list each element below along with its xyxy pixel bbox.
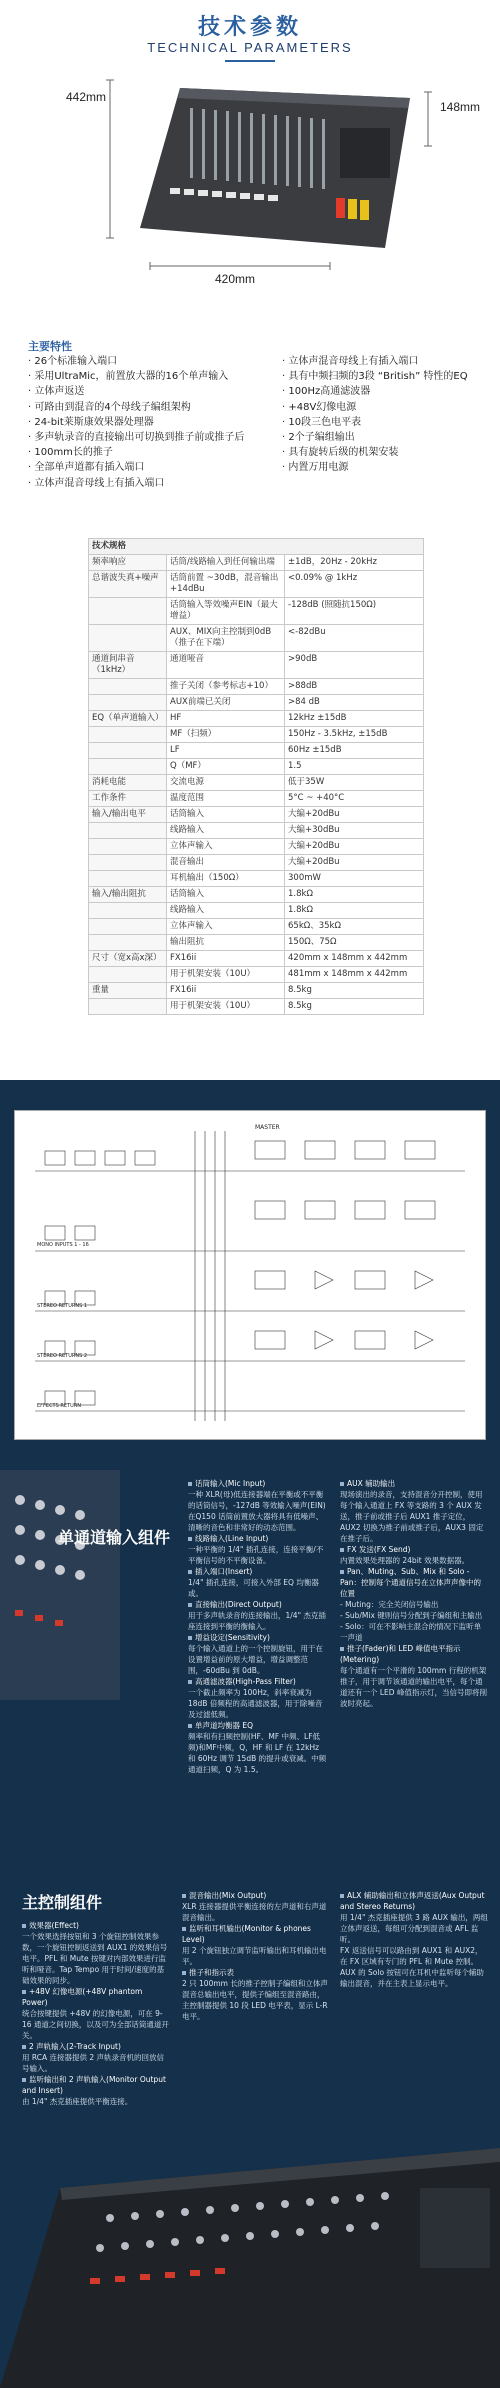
spec-parameter: 耳机输出（150Ω） <box>167 871 285 887</box>
schematic-label-master: MASTER <box>255 1124 280 1131</box>
spec-table-header-row <box>89 539 424 555</box>
spec-value: 8.5kg <box>285 999 424 1015</box>
channel-item: AUX 辅助输出 <box>347 1479 396 1488</box>
channel-item: 增益设定(Sensitivity) <box>195 1633 270 1642</box>
spec-row <box>89 625 424 652</box>
spec-category: 输入/输出阻抗 <box>89 887 167 903</box>
spec-row <box>89 919 424 935</box>
spec-row <box>89 983 424 999</box>
spec-value: 1.8kΩ <box>285 887 424 903</box>
channel-col1 <box>188 1478 328 1775</box>
spec-parameter: 交流电源 <box>167 775 285 791</box>
spec-row <box>89 679 424 695</box>
spec-category <box>89 999 167 1015</box>
spec-table-header: 技术规格 <box>89 539 424 555</box>
spec-row <box>89 695 424 711</box>
spec-category <box>89 598 167 625</box>
channel-desc: 现场演出的录音，支持混音分开控制，使用每个输入通道上 FX 等支路的 3 个 AUX 发送，推子前或推子后 AUX1 推子定位，AUX2 切换为推子前或推子后，AUX3 固定在推子后。 <box>340 1490 484 1543</box>
channel-desc: - Solo：可在不影响主混合的情况下监听单一声道 <box>340 1622 482 1642</box>
feature-item: · 10段三色电平表 <box>282 416 362 428</box>
features-right-list <box>282 354 468 476</box>
feature-item: · 2个子编组输出 <box>282 432 355 444</box>
spec-parameter: FX16ii <box>167 951 285 967</box>
depth-label: 442mm <box>66 90 107 104</box>
master-desc: 由 1/4" 杰克插座提供平衡连接。 <box>22 2097 133 2106</box>
spec-value: ±1dB，20Hz - 20kHz <box>285 555 424 571</box>
spec-row <box>89 598 424 625</box>
master-item: 混音输出(Mix Output) <box>189 1891 267 1900</box>
master-item: 效果器(Effect) <box>29 1921 79 1930</box>
master-desc: 用 RCA 连接器提供 2 声轨录音机的回放信号输入。 <box>22 2053 165 2073</box>
channel-desc: 一种 XLR(母)低连接器端在平衡或不平衡的话筒信号，-127dB 等效输入噪声(EIN)在Q150 话筒前置放大器将具有低噪声、清晰的音色和非常好的动态范围。 <box>188 1490 326 1532</box>
spec-parameter: 话筒前置 ~30dB，混音输出 +14dBu <box>167 571 285 598</box>
spec-category: 重量 <box>89 983 167 999</box>
channel-item: 线路输入(Line Input) <box>195 1534 269 1543</box>
spec-category <box>89 855 167 871</box>
channel-item: 话筒输入(Mic Input) <box>195 1479 266 1488</box>
channel-item: 高通滤波器(High-Pass Filter) <box>195 1677 296 1686</box>
master-desc: 2 只 100mm 长的推子控制子编组和立体声混音总输出电平，提供子编组至混音路由，主控制器提供 10 段 LED 电平表，显示 L-R 电平。 <box>182 1979 328 2021</box>
spec-parameter: 话筒输入等效噪声EIN（最大增益） <box>167 598 285 625</box>
spec-parameter: 立体声输入 <box>167 919 285 935</box>
spec-parameter: LF <box>167 743 285 759</box>
master-item: 推子和指示表 <box>189 1968 234 1977</box>
spec-value: <-82dBu <box>285 625 424 652</box>
block-diagram <box>14 1110 486 1440</box>
mixer-bottom-image <box>0 2148 500 2388</box>
spec-parameter: 线路输入 <box>167 823 285 839</box>
master-desc: 统合按键提供 +48V 的幻像电源，可在 9-16 通道之间切换，以及可为全部话筒通道开关。 <box>22 2009 169 2040</box>
feature-item: · 100mm长的推子 <box>28 447 113 459</box>
master-col2 <box>182 1890 330 2022</box>
spec-parameter: 通道哑音 <box>167 652 285 679</box>
spec-parameter: AUX前端已关闭 <box>167 695 285 711</box>
spec-row <box>89 887 424 903</box>
master-desc: 一个效果选择按钮和 3 个旋钮控制效果参数，一个旋钮控制返送到 AUX1 的效果信号电平。PFL 和 Mute 按键对内部效果进行监听和哑音。Tap Tempo 用于时间/速度的基础效果的同步。 <box>22 1932 168 1985</box>
spec-value: 60Hz ±15dB <box>285 743 424 759</box>
spec-category <box>89 743 167 759</box>
spec-value: 8.5kg <box>285 983 424 999</box>
master-section-title: 主控制组件 <box>22 1893 103 1912</box>
spec-category <box>89 625 167 652</box>
spec-value: >90dB <box>285 652 424 679</box>
channel-desc: 一种平衡的 1/4" 插孔连接，连接平衡/不平衡信号的不平衡设备。 <box>188 1545 324 1565</box>
spec-parameter: 话筒输入 <box>167 887 285 903</box>
spec-value: 大编+20dBu <box>285 839 424 855</box>
spec-row <box>89 775 424 791</box>
channel-item: 推子(Fader)和 LED 峰值电平指示 (Metering) <box>340 1644 461 1664</box>
spec-category <box>89 823 167 839</box>
channel-desc: 内置效果处理器的 24bit 效果数据器。 <box>340 1556 470 1565</box>
width-label: 420mm <box>215 272 256 286</box>
feature-item: · 100Hz高通滤波器 <box>282 386 371 398</box>
spec-parameter: 推子关闭（参考标志+10） <box>167 679 285 695</box>
spec-value: 大编+30dBu <box>285 823 424 839</box>
spec-category <box>89 695 167 711</box>
feature-item: · 多声轨录音的直接输出可切换到推子前或推子后 <box>28 432 245 444</box>
spec-value: 大编+20dBu <box>285 807 424 823</box>
spec-parameter: 立体声输入 <box>167 839 285 855</box>
spec-row <box>89 759 424 775</box>
spec-parameter: 用于机架安装（10U） <box>167 999 285 1015</box>
page-subtitle: TECHNICAL PARAMETERS <box>147 40 353 55</box>
spec-category: 尺寸（宽x高x深） <box>89 951 167 967</box>
spec-category <box>89 967 167 983</box>
master-item: 监听和耳机输出(Monitor & phones Level) <box>182 1924 311 1944</box>
spec-row <box>89 967 424 983</box>
feature-item: · 立体声返送 <box>28 386 85 398</box>
master-item: 监听输出和 2 声轨输入(Monitor Output and Insert) <box>22 2075 166 2095</box>
spec-category: 总谐波失真+噪声 <box>89 571 167 598</box>
spec-value: 65kΩ、35kΩ <box>285 919 424 935</box>
spec-value: 低于35W <box>285 775 424 791</box>
spec-parameter: 话筒/线路输入到任何输出端 <box>167 555 285 571</box>
spec-value: 481mm x 148mm x 442mm <box>285 967 424 983</box>
master-col1 <box>22 1920 170 2107</box>
mixer-product-image <box>140 88 410 250</box>
spec-category <box>89 919 167 935</box>
channel-desc: 用于多声轨录音的连接输出，1/4" 杰克插座连接到平衡的衡输入。 <box>188 1611 326 1631</box>
spec-row <box>89 807 424 823</box>
spec-value: 12kHz ±15dB <box>285 711 424 727</box>
feature-item: · 具有旋转后级的机架安装 <box>282 447 399 459</box>
master-desc: AUX 的 Solo 按钮可在耳机中监听每个辅助输出混音，并在主表上显示电平。 <box>340 1968 484 1988</box>
spec-value: <0.09% @ 1kHz <box>285 571 424 598</box>
schematic-label-mono: MONO INPUTS 1 - 16 <box>37 1242 89 1248</box>
channel-item: 直接输出(Direct Output) <box>195 1600 282 1609</box>
spec-value: 150Hz - 3.5kHz, ±15dB <box>285 727 424 743</box>
spec-row <box>89 791 424 807</box>
spec-category <box>89 759 167 775</box>
spec-value: 420mm x 148mm x 442mm <box>285 951 424 967</box>
spec-parameter: MF（扫频） <box>167 727 285 743</box>
spec-table <box>88 538 424 1015</box>
spec-parameter: 混音输出 <box>167 855 285 871</box>
channel-strip-image <box>0 1470 120 1700</box>
spec-row <box>89 727 424 743</box>
spec-parameter: AUX、MIX向主控制到0dB（推子在下端） <box>167 625 285 652</box>
height-label: 148mm <box>440 100 481 114</box>
spec-parameter: 话筒输入 <box>167 807 285 823</box>
spec-row <box>89 951 424 967</box>
spec-row <box>89 903 424 919</box>
spec-row <box>89 823 424 839</box>
feature-item: · 全部单声道都有插入端口 <box>28 462 145 474</box>
channel-desc: 每个通道有一个平滑的 100mm 行程的机架推子，用于调节该通道的输出电平，每个通道还有一个 LED 峰值指示灯，当信号即将削波时亮起。 <box>340 1666 487 1708</box>
master-item: ALX 辅助输出和立体声返送(Aux Output and Stereo Returns) <box>340 1891 485 1911</box>
spec-row <box>89 555 424 571</box>
spec-value: >84 dB <box>285 695 424 711</box>
spec-category <box>89 679 167 695</box>
schematic-label-stereo1: STEREO RETURNS 1 <box>37 1303 88 1309</box>
spec-category: 通道间串音（1kHz） <box>89 652 167 679</box>
master-desc: FX 返送信号可以路由到 AUX1 和 AUX2，在 FX 区域有专门的 PFL 和 Mute 控制。 <box>340 1946 483 1966</box>
spec-category: 消耗电能 <box>89 775 167 791</box>
spec-parameter: 用于机架安装（10U） <box>167 967 285 983</box>
master-desc: XLR 连接器提供平衡连接的左声道和右声道混音输出。 <box>182 1902 327 1922</box>
channel-desc: 一个截止频率为 100Hz，斜率衰减为 18dB 倍频程的高通滤波器，用于除噪音及过滤低频。 <box>188 1688 323 1719</box>
master-col3 <box>340 1890 488 1989</box>
channel-section-title: 单通道输入组件 <box>58 1528 171 1547</box>
spec-row <box>89 571 424 598</box>
spec-value: 150Ω、75Ω <box>285 935 424 951</box>
channel-item: Pan、Muting、Sub、Mix 和 Solo - Pan：控制每个通道信号在立体声声像中的位置 <box>340 1567 482 1598</box>
channel-item: 插入端口(Insert) <box>195 1567 253 1576</box>
spec-value: -128dB (照随抗150Ω) <box>285 598 424 625</box>
spec-parameter: FX16ii <box>167 983 285 999</box>
feature-item: · 立体声混音母线上有插入端口 <box>282 356 419 367</box>
spec-value: 1.8kΩ <box>285 903 424 919</box>
channel-desc: 每个输入通道上的一个控制旋钮，用于在设置增益前的原大增益，增益调整范围，-60dBu 到 0dB。 <box>188 1644 323 1675</box>
page-title: 技术参数 <box>197 15 302 40</box>
white-section <box>0 0 500 1080</box>
channel-col2 <box>340 1478 488 1709</box>
spec-category: 频率响应 <box>89 555 167 571</box>
spec-value: 大编+20dBu <box>285 855 424 871</box>
spec-parameter: Q（MF） <box>167 759 285 775</box>
spec-row <box>89 652 424 679</box>
channel-desc: - Sub/Mix 键则信号分配到子编组和主输出 <box>340 1611 483 1620</box>
spec-parameter: HF <box>167 711 285 727</box>
spec-value: 300mW <box>285 871 424 887</box>
feature-item: · 26个标准输入端口 <box>28 356 118 367</box>
spec-value: 5°C ~ +40°C <box>285 791 424 807</box>
spec-row <box>89 743 424 759</box>
features-left-list <box>28 354 244 491</box>
spec-category <box>89 935 167 951</box>
channel-desc: 1/4" 插孔连接，可接入外部 EQ 均衡器或。 <box>188 1578 319 1598</box>
spec-row <box>89 855 424 871</box>
master-desc: 用 2 个旋钮独立调节监听输出和耳机输出电平。 <box>182 1946 327 1966</box>
feature-item: · 采用UltraMic，前置放大器的16个单声输入 <box>28 371 229 383</box>
schematic-label-effects: EFFECTS RETURN <box>37 1403 81 1409</box>
feature-item: · 24-bit莱斯康效果器处理器 <box>28 416 154 428</box>
features-title: 主要特性 <box>28 340 72 353</box>
spec-category <box>89 839 167 855</box>
spec-category <box>89 871 167 887</box>
spec-row <box>89 839 424 855</box>
spec-row <box>89 871 424 887</box>
spec-value: >88dB <box>285 679 424 695</box>
spec-parameter: 输出阻抗 <box>167 935 285 951</box>
spec-parameter: 线路输入 <box>167 903 285 919</box>
spec-category: EQ（单声道输入） <box>89 711 167 727</box>
spec-category <box>89 727 167 743</box>
channel-desc: 频率和有扫频控制(HF、MF 中频、LF低频)和MF中频，Q，HF 和 LF 在 12kHz 和 60Hz 调节 15dB 的提升或衰减。中频通道扫频，Q 为 1.5。 <box>188 1732 327 1774</box>
spec-row <box>89 935 424 951</box>
master-desc: 用 1/4" 杰克插座提供 3 路 AUX 输出，两组立体声返送，每组可分配到混音或 AFL 监听。 <box>340 1913 488 1944</box>
feature-item: · 内置万用电源 <box>282 462 349 474</box>
spec-parameter: 温度范围 <box>167 791 285 807</box>
channel-item: 单声道均衡器 EQ <box>195 1721 254 1730</box>
master-item: 2 声轨输入(2-Track Input) <box>29 2042 121 2051</box>
spec-category: 输入/输出电平 <box>89 807 167 823</box>
master-item: +48V 幻像电源(+48V phantom Power) <box>22 1987 143 2007</box>
spec-row <box>89 999 424 1015</box>
spec-value: 1.5 <box>285 759 424 775</box>
feature-item: · 立体声混音母线上有插入端口 <box>28 477 165 489</box>
schematic-label-stereo2: STEREO RETURNS 2 <box>37 1353 88 1359</box>
spec-category: 工作条件 <box>89 791 167 807</box>
channel-item: FX 发送(FX Send) <box>347 1545 411 1554</box>
feature-item: · 具有中频扫频的3段 “British” 特性的EQ <box>282 371 468 383</box>
spec-row <box>89 711 424 727</box>
spec-category <box>89 903 167 919</box>
channel-desc: - Muting：完全关闭信号输出 <box>340 1600 439 1609</box>
feature-item: · +48V幻像电源 <box>282 401 357 413</box>
feature-item: · 可路由到混音的4个母线子编组架构 <box>28 401 191 413</box>
